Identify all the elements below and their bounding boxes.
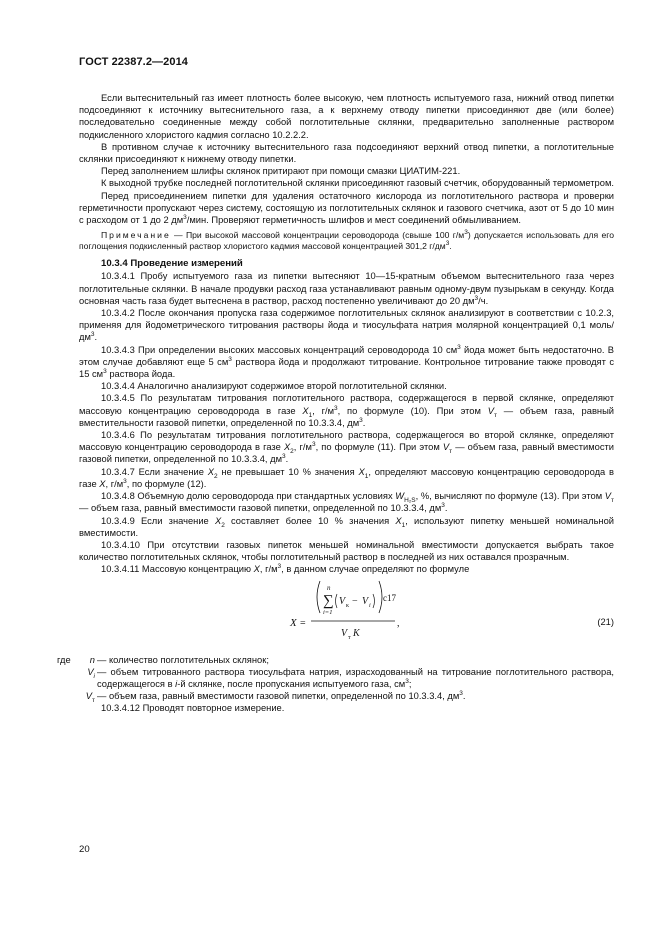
left-paren <box>317 581 320 613</box>
note-label: Примечание <box>101 230 171 241</box>
page-content <box>57 92 615 715</box>
list-item: 10.3.4.5 По результатам титрования поглотительного раствора, содержащегося в первой склянке, определяют массовую концентрацию сероводорода в газе $X_1$, $г/м^3$, по формуле (10). При этом $V_т$ — объем газа, равный вместительности газовой пипетки, определенной по 10.3.3.4, $дм^3$. <box>79 393 615 428</box>
definitions <box>57 654 614 715</box>
list-item: 10.3.4.9 Если значение $X_2$ составляет более 10 % значения $X_1$, используют пипетку меньшей номинальной вместимости. <box>79 515 615 538</box>
sum-upper-limit: n <box>327 583 331 592</box>
inner-left-paren <box>336 594 338 608</box>
list-item: 10.3.4.6 По результатам титрования поглотительного раствора, содержащегося во второй склянке, определяют массовую концентрацию сероводорода в газе $X_2$, $г/м^3$, по формуле (11). При этом $V_т$ — объем газа, равный вместимости газовой пипетки, определенной по 10.3.3.4, $дм^3$. <box>79 430 614 465</box>
paragraph: В противном случае к источнику вытеснительного газа подсоединяют верхний отвод пипетки, а поглотительные склянки присоединяют к нижнему отводу пипетки. <box>79 141 614 165</box>
denominator-v: V <box>341 627 348 639</box>
paragraph: К выходной трубке последней поглотительной склянки присоединяют газовый счетчик, оборудованный термометром. <box>101 178 614 189</box>
minus: − <box>352 595 358 607</box>
list-item: 10.3.4.10 При отсутствии газовых пипеток меньшей номинальной вместимости допускается выбрать такое количество поглотительных склянок, чтобы поглотительный раствор в последней из них оставался прозрачным. <box>79 539 614 563</box>
list-item: 10.3.4.3 При определении высоких массовых концентраций сероводорода 10 $см^3$ йода может быть недостаточно. В этом случае добавляют еще 5 $см^3$ раствора йода и продолжают титрование. Контрольное титрование также проводят с 15 $см^3$ раствора йода. <box>79 343 615 380</box>
section-title: 10.3.4 Проведение измерений <box>101 258 243 270</box>
list-item: 10.3.4.8 Объемную долю сероводорода при стандартных условиях $W_{H_2S}$, %, вычисляют по формуле (13). При этом $V_т$ — объем газа, равный вместимости газовой пипетки, определенной по 10.3.3.4, $дм^3$. <box>79 491 615 514</box>
list-item: 10.3.4.7 Если значение $X_2$ не превышает 10 % значения $X_1$, определяют массовую концентрацию сероводорода в газе X, $г/м^3$, по формуле (12). <box>79 466 614 489</box>
note: Примечание — При высокой массовой концентрации сероводорода (свыше 100 $г/м^3$) допускается использовать для его поглощения подкисленный раствор хлористого кадмия массовой концентрацией 301,2 $г/дм^3$. <box>79 229 614 252</box>
vi-sub: i <box>369 602 371 609</box>
right-paren <box>379 581 382 613</box>
formula-lhs: X <box>290 616 297 629</box>
formula-eq: = <box>300 617 306 629</box>
vi: V <box>362 595 369 607</box>
formula-21 <box>79 576 614 654</box>
document-header: ГОСТ 22387.2—2014 <box>79 56 189 68</box>
sum-symbol: ∑ <box>323 592 334 609</box>
denominator-v-sub: т <box>348 634 351 641</box>
list-item: 10.3.4.2 После окончания пропуска газа содержимое поглотительных склянок анализируют в соответствии с 10.2.3, применяя для йодометрического титрования растворы йода и тиосульфата натрия молярной концентрацией 0,1 моль/$дм^3$. <box>79 308 614 343</box>
list-item: 10.3.4.4 Аналогично анализируют содержимое второй поглотительной склянки. <box>101 381 447 392</box>
denominator-k: K <box>353 627 360 639</box>
vk-sub: к <box>346 602 349 609</box>
factor: c17 <box>383 592 396 603</box>
paragraph: Перед заполнением шлифы склянок притирают при помощи смазки ЦИАТИМ-221. <box>101 166 461 177</box>
definition-item: $V_i$ — объем титрованного раствора тиосульфата натрия, израсходованный на титрование поглотительного раствора, содержащегося в i-й склянке, после пропускания испытуемого газа, $см^3$; <box>87 666 614 689</box>
list-item: 10.3.4.1 Пробу испытуемого газа из пипетки вытесняют 10—15-кратным объемом вытеснительного газа через поглотительные склянки. В начале продувки расход газа устанавливают равным одному-двум пузырькам в секунду. Когда основная часть газа будет вытеснена в раствор, расход постепенно увеличивают до 20 $дм^3/ч$. <box>79 271 614 306</box>
formula-comma: , <box>397 617 400 629</box>
definition-item: где n — количество поглотительных склянок; <box>57 654 269 665</box>
list-item: 10.3.4.12 Проводят повторное измерение. <box>101 703 285 714</box>
formula-graphic <box>79 576 539 654</box>
page-number: 20 <box>79 844 90 855</box>
sum-lower-limit: i=1 <box>323 608 333 616</box>
definition-item: $V_т$ — объем газа, равный вместимости газовой пипетки, определенной по 10.3.3.4, $дм^3$. <box>85 690 466 704</box>
inner-right-paren <box>373 594 375 608</box>
paragraph: Если вытеснительный газ имеет плотность более высокую, чем плотность испытуемого газа, нижний отвод пипетки подсоединяют к источнику вытеснительного газа, а к верхнему отводу пипетки присоединяют две (или более) последовательно соединенные между собой поглотительные склянки, предварительно заполненные раствором подкисленного хлористого кадмия согласно 10.2.2.2. <box>79 93 614 140</box>
paragraph: Перед присоединением пипетки для удаления остаточного кислорода из поглотительного раствора и проверки герметичности пропускают через систему, состоящую из поглотительных склянок и газового счетчика, азот от 5 до 10 мин с расходом от 1 до 2 $дм^3$/мин. Проверяют герметичность шлифов и мест соединений обмыливанием. <box>79 190 614 226</box>
formula-number: (21) <box>597 616 614 627</box>
list-item: 10.3.4.11 Массовую концентрацию X, $г/м^3$, в данном случае определяют по формуле <box>101 563 470 575</box>
vk: V <box>339 595 346 607</box>
